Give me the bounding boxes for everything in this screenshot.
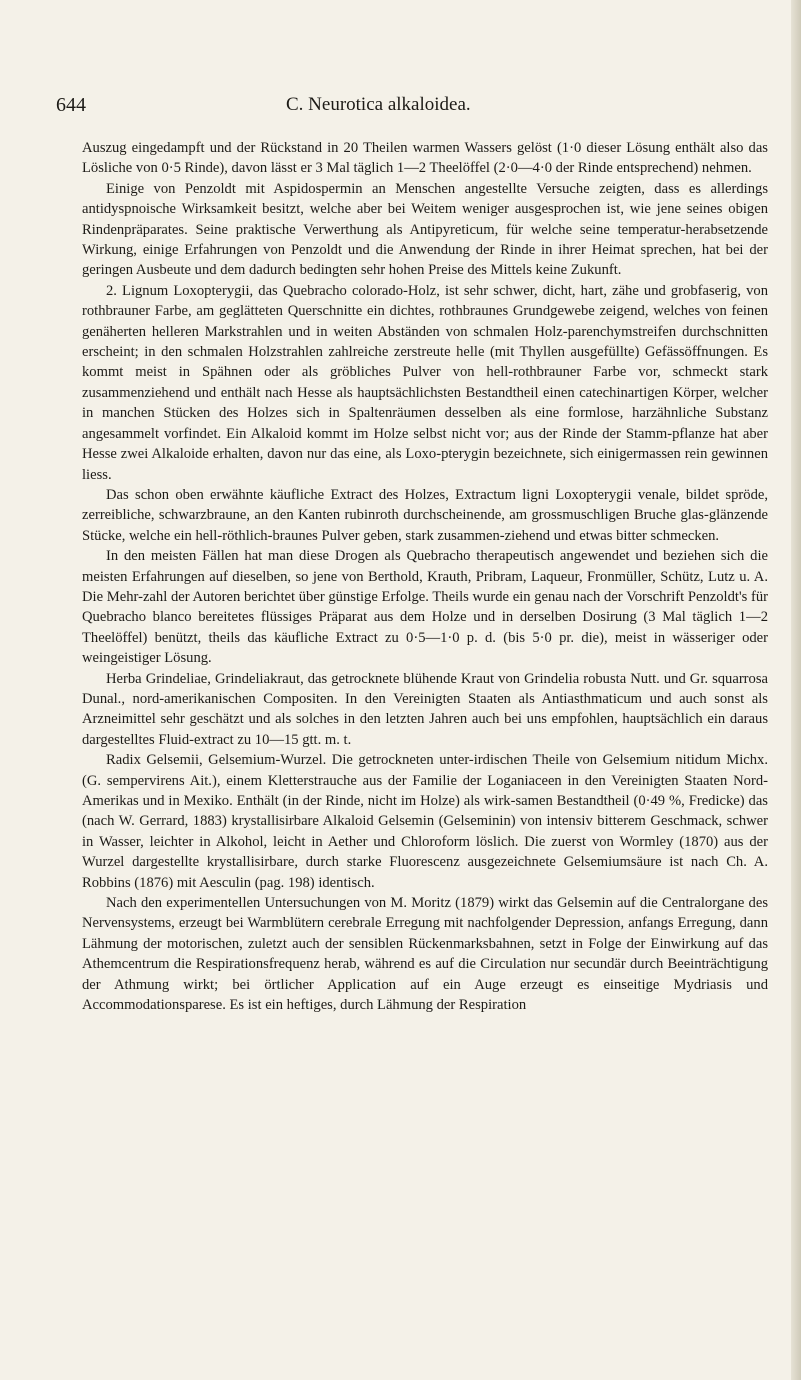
paragraph-extractum-ligni: Das schon oben erwähnte käufliche Extract des Holzes, Extractum ligni Loxopterygii venale, bildet spröde, zerreibliche, schwarzbraune, an den Kanten rubinroth durchscheinende, am grossmuschligen Bruche glas-glänzende Stücke, welche ein hell-röthlich-braunes Pulver geben, stark zusammen-ziehend und etwas bitter schmecken. [82,486,768,544]
paragraph-radix-gelsemii: Radix Gelsemii, Gelsemium-Wurzel. Die getrockneten unter-irdischen Theile von Gelsemium nitidum Michx. (G. sempervirens Ait.), einem Kletterstrauche aus der Familie der Loganiaceen in den Vereinigten Staaten Nord-Amerikas und in Mexiko. Enthält (in der Rinde, nicht im Holze) als wirk-samen Bestandtheil (0·49 %, Fredicke) das (nach W. Gerrard, 1883) krystallisirbare Alkaloid Gelsemin (Gelseminin) von intensiv bitterem Geschmack, schwer in Wasser, leichter in Alkohol, leicht in Aether und Chloroform löslich. Die zuerst von Wormley (1870) aus der Wurzel dargestellte krystallisirbare, durch starke Fluorescenz ausgezeichnete Gelsemiumsäure ist nach Ch. A. Robbins (1876) mit Aesculin (pag. 198) identisch. [82,752,768,891]
paragraph-gelsemin-effects: Nach den experimentellen Untersuchungen von M. Moritz (1879) wirkt das Gelsemin auf die Centralorgane des Nervensystems, erzeugt bei Warmblütern cerebrale Erregung mit nachfolgender Depression, anfangs Erregung, dann Lähmung der motorischen, zuletzt auch der sensiblen Rückenmarksbahnen, setzt in Folge der Einwirkung auf das Athemcentrum die Respirationsfrequenz herab, während es auf die Circulation nur secundär durch Beeinträchtigung der Athmung wirkt; bei örtlicher Application auf ein Auge erzeugt es einseitige Mydriasis und Accommodationsparese. Es ist ein heftiges, durch Lähmung der Respiration [82,895,768,1014]
body-text [82,138,768,1015]
paragraph-lignum-loxopterygii: 2. Lignum Loxopterygii, das Quebracho colorado-Holz, ist sehr schwer, dicht, hart, zähe und grobfaserig, von rothbrauner Farbe, am geglätteten Querschnitte ein dichtes, rothbraunes Grundgewebe zeigend, welches von feinen genäherten helleren Markstrahlen und in weiten Abständen von schmalen Holz-parenchymstreifen durchschnitten erscheint; in den schmalen Holzstrahlen zahlreiche zerstreute helle (mit Thyllen ausgefüllte) Gefässöffnungen. Es kommt meist in Spähnen oder als gröbliches Pulver von hell-rothbrauner Farbe vor, schmeckt stark zusammenziehend und enthält nach Hesse als hauptsächlichsten Bestandtheil einen catechinartigen Körper, welcher in manchen Stücken des Holzes sich in Spaltenräumen desselben als eine formlose, harzähnliche Substanz angesammelt vorfindet. Ein Alkaloid kommt im Holze selbst nicht vor; aus der Rinde der Stamm-pflanze hat aber Hesse zwei Alkaloide erhalten, davon nur das eine, als Loxo-pterygin bezeichnete, sich einigermassen rein gewinnen liess. [82,282,768,483]
page-edge-shadow [791,0,801,1380]
paragraph-herba-grindeliae: Herba Grindeliae, Grindeliakraut, das getrocknete blühende Kraut von Grindelia robusta Nutt. und Gr. squarrosa Dunal., nord-amerikanischen Compositen. In den Vereinigten Staaten als Antiasthmaticum und auch sonst als Arzneimittel sehr geschätzt und als solches in den letzten Jahren auch bei uns empfohlen, hauptsächlich ein daraus dargestelltes Fluid-extract zu 10—15 gtt. m. t. [82,670,768,748]
paragraph-aspidospermin: Einige von Penzoldt mit Aspidospermin an Menschen angestellte Versuche zeigten, dass es allerdings antidyspnoische Wirksamkeit besitzt, welche aber bei Weitem weniger ausgesprochen ist, wie jene seines obigen Rindenpräparates. Seine praktische Verwerthung als Antipyreticum, für welche seine temperatur-herabsetzende Wirkung, einige Erfahrungen von Penzoldt und die Anwendung der Rinde in ihrer Heimat sprechen, hat bei der geringen Ausbeute und dem dadurch bedingten sehr hohen Preise des Mittels keine Zukunft. [82,180,768,279]
paragraph-extract-preparation: Auszug eingedampft und der Rückstand in 20 Theilen warmen Wassers gelöst (1·0 dieser Lösung enthält also das Lösliche von 0·5 Rinde), davon lässt er 3 Mal täglich 1—2 Theelöffel (2·0—4·0 der Rinde entsprechend) nehmen. [82,140,768,177]
paragraph-quebracho-therapy: In den meisten Fällen hat man diese Drogen als Quebracho therapeutisch angewendet und beziehen sich die meisten Erfahrungen auf dieselben, so jene von Berthold, Krauth, Pribram, Laqueur, Fronmüller, Schütz, Lutz u. A. Die Mehr-zahl der Autoren berichtet über günstige Erfolge. Theils wurde ein genau nach der Vorschrift Penzoldt's für Quebracho blanco bereitetes flüssiges Präparat aus dem Holze und in derselben Dosirung (3 Mal täglich 1—2 Theelöffel) benützt, theils das käufliche Extract zu 0·5—1·0 p. d. (bis 5·0 pr. die), meist in wässeriger oder weingeistiger Lösung. [82,548,768,667]
running-title: C. Neurotica alkaloidea. [286,94,471,115]
page-header [56,94,756,122]
page-number: 644 [56,94,86,116]
